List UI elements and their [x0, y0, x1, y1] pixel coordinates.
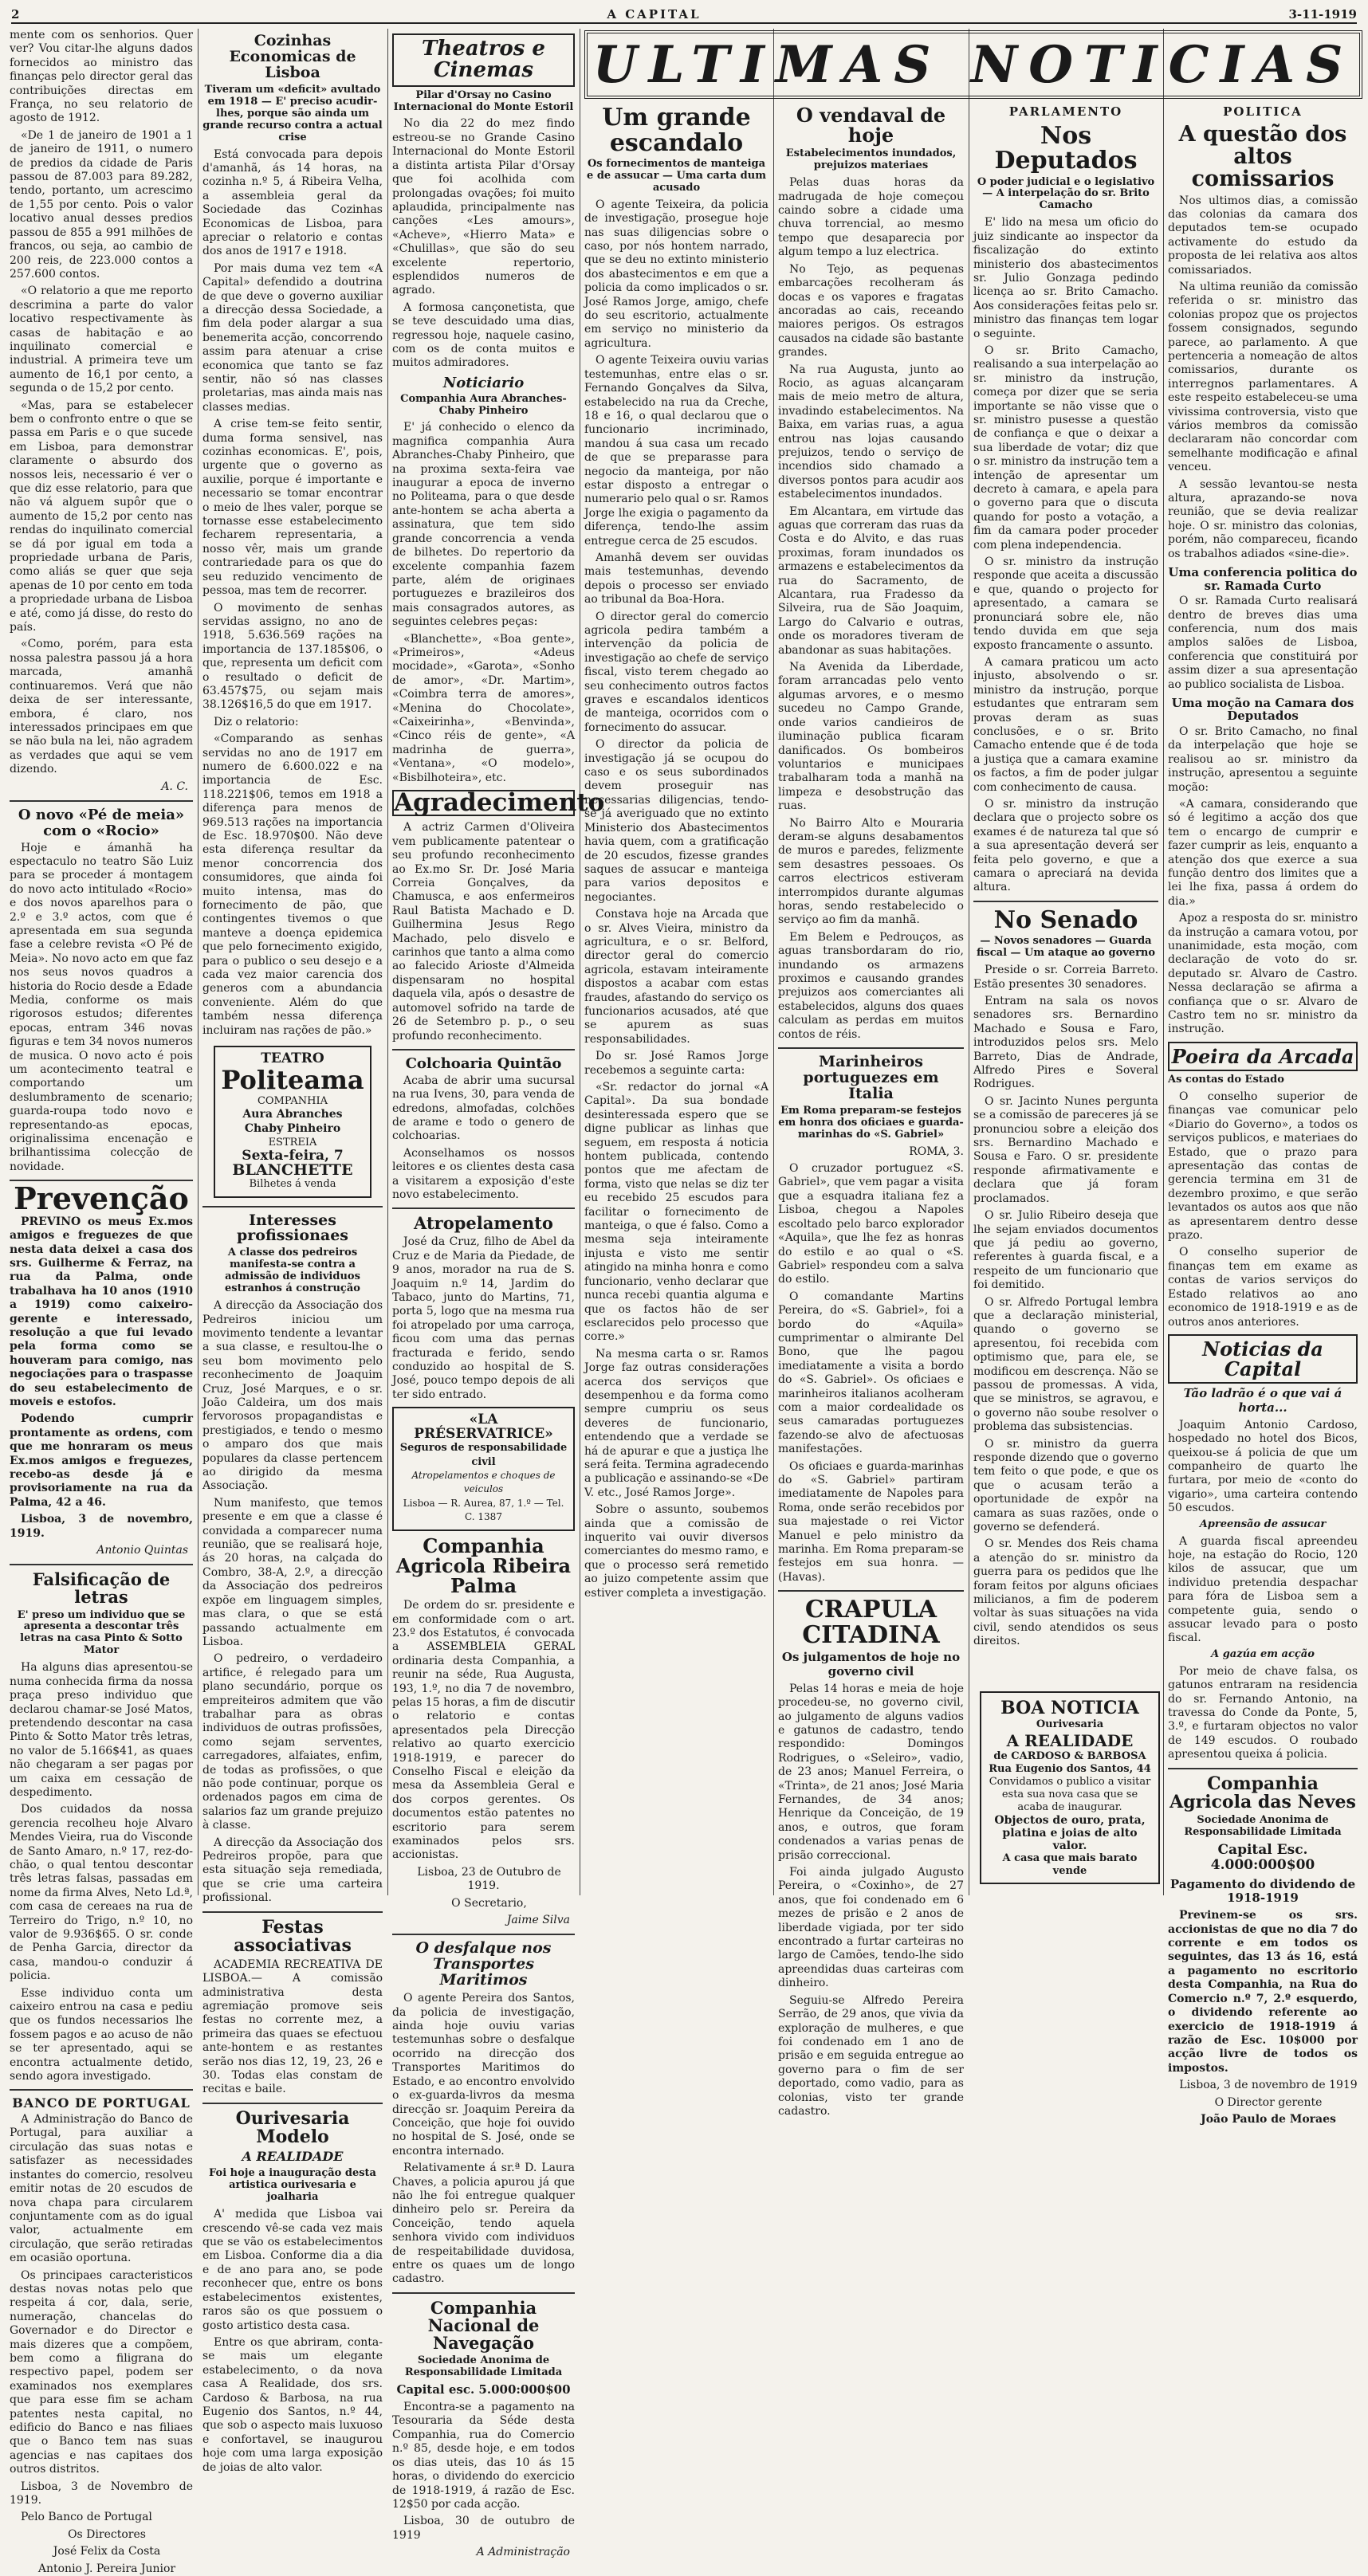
- paragraph: Na rua Augusta, junto ao Rocio, as aguas alcançaram mais de meio metro de altura, invadindo estabelecimentos. Na Baixa, em varias ruas, a agua entrou nas lojas causando prejuizos, tendo o serviço de incendios sido chamado a diversos pontos para acudir aos estabelecimentos inundados.: [778, 363, 964, 501]
- headline-falsificacao: Falsificação de letras: [32, 1569, 171, 1608]
- paragraph: O director da policia de investigação já se ocupou do caso e os seus subordinados devem proseguir nas necessarias diligencias, tendo-se já averiguado que no extinto Ministerio dos Abastecimentos havia quem, com a gratificação de 20 escudos, fizesse grandes saques de assucar e manteiga para varios depositos e negociantes.: [584, 738, 769, 904]
- paragraph: Do sr. José Ramos Jorge recebemos a seguinte carta:: [584, 1050, 769, 1077]
- paragraph: A direcção da Associação dos Pedreiros propõe, para que esta situação seja remediada, que se crie uma carteira profissional.: [202, 1836, 383, 1905]
- ad-line: ESTREIA: [268, 1136, 317, 1149]
- subheadline: Foi hoje a inauguração desta artistica ourivesaria e joalharia: [209, 2167, 376, 2204]
- subheadline: Pilar d'Orsay no Casino Internacional do Monte Estoril: [393, 88, 574, 113]
- ad-line: Aura Abranches: [242, 1108, 343, 1121]
- paragraph: O pedreiro, o verdadeiro artifice, é relegado para um plano secundário, porque os empreiteiros admitem que vão trabalhar para as obras individuos de outras profissões, como sejam serventes, carregadores, alfaiates, enfim, de todas as profissões, o que não pode continuar, porque os ordenados pagos em cima de salarios faz um grande prejuizo à classe.: [202, 1652, 383, 1832]
- subheadline: — Novos senadores — Guarda fiscal — Um ataque ao governo: [976, 935, 1156, 960]
- ad-text: Os principaes caracteristicos destas novas notas pelo que respeita á cor, dala, serie, numeração, chancelas do Governador e do Director e mais dizeres que a compõem, bem como a filigrana do respectivo papel, podem ser examinados nos exemplares que para esse fim se acham patentes nesta capital, no edificio do Banco e nas filiaes que o Banco tem nas suas agencias e nas capitaes dos outros distritos.: [10, 2268, 193, 2476]
- page-number: 2: [11, 7, 20, 22]
- paragraph: Relativamente á sr.ª D. Laura Chaves, a policia apurou já que não lhe foi entregue qualquer dinheiro pelo sr. Pereira da Conceição, tendo aquela senhora vivido com individuos de respeitabilidade duvidosa, entre os quaes um de longo cadastro.: [392, 2162, 575, 2286]
- ad-line: Sexta-feira, 7: [242, 1148, 344, 1164]
- ad-text: PREVINO os meus Ex.mos amigos e freguezes de que nesta data deixei a casa dos srs. Guilherme & Ferraz, na rua da Palma, onde trabalhava ha 10 anos (1910 a 1919) como caixeiro-gerente e interessado, resolução a que fui levado pela forma como se houveram para comigo, nas negociações para o traspasse do seu estabelecimento de moveis e estofos.: [10, 1215, 193, 1408]
- paragraph: «Mas, para se estabelecer bem o confronto entre o que se passa em Paris e o que sucede em Lisboa, para demonstrar claramente o absurdo dos nossos leis, necessario é ver o que diz esse relatorio, para que não vá alguem supôr que o aumento de 15,2 por cento nas rendas do inquilinato comercial se dá por igual em toda a propriedade urbana de Paris, como aliás se quer que seja apenas de 10 por cento em toda a propriedade urbana de Lisboa e até, como já disse, do resto do país.: [10, 399, 193, 634]
- headline-cia-agricola: Companhia Agricola Ribeira Palma: [395, 1533, 572, 1597]
- ad-name: José Felix da Costa: [53, 2545, 161, 2558]
- column-7: [1168, 100, 1358, 2126]
- paragraph: O sr. ministro da guerra responde dizendo que o governo tem feito o que pode, e que os que o acusam terão a oportunidade de expôr na camara as suas razões, onde o governo se defenderá.: [973, 1437, 1158, 1534]
- paragraph: O sr. Brito Camacho, no final da interpelação que hoje se realisou ao sr. ministro da instrução, apresentou a seguinte moção:: [1168, 724, 1358, 794]
- headline-politica: POLITICA: [1223, 104, 1303, 119]
- paragraph: Apoz a resposta do sr. ministro da instrução a camara votou, por unanimidade, esta moção, com declaração de voto do sr. deputado sr. Alvaro de Castro. Nessa declaração se afirma a confiança que o sr. Alvaro de Castro tem no sr. ministro da instrução.: [1168, 912, 1358, 1036]
- paragraph: O sr. Alfredo Portugal lembra que a declaração ministerial, quando o governo se apresentou, foi recebida com optimismo que, para ele, se modificou em descrença. Não se passou de promessas. A vida, que se ministros, se agravou, e o governo não soube resolver o problema das subsistencias.: [973, 1295, 1158, 1434]
- subheadline: Pagamento do dividendo de 1918-1919: [1169, 1876, 1356, 1905]
- ad-line: Lisboa — R. Aurea, 87, 1.º — Tel. C. 1387: [403, 1497, 564, 1523]
- ad-date: Lisboa, 23 de Outubro de 1919.: [417, 1865, 561, 1893]
- subheadline: O poder judicial e o legislativo — A interpelação do sr. Brito Camacho: [977, 175, 1155, 212]
- paragraph: Dos cuidados da nossa gerencia recolheu hoje Alvaro Mendes Vieira, rua do Visconde de Santo Amaro, n.º 17, rez-do-chão, o qual tentou descontar três letras falsas, passadas em nome da firma Alves, Neto Ld.ª, com casa de cereaes na rua de Terreiro do Trigo, n.º 10, no valor de 9.936$65. O sr. conde de Penha Garcia, director da casa, mandou-o conduzir á policia.: [10, 1803, 193, 1983]
- paragraph: A crise tem-se feito sentir, duma forma sensivel, nas cozinhas economicas. E', pois, urgente que o governo as auxilie, porque é importante e necessario se tomar encontrar o meio de lhes valer, porque se tornasse esse estabelecimento fecharem representaria, a nosso vêr, mais um grande contrariedade para os que do seu reduzido vencimento de pessoa, mas tem de recorrer.: [202, 418, 383, 598]
- paragraph: No dia 22 do mez findo estreou-se no Grande Casino Internacional do Monte Estoril a distinta artista Pilar d'Orsay que foi acolhida com prolongadas ovações; foi muito aplaudida, principalmente nas canções «Les amours», «Acheve», «Hierro Mata» e «Chulillas», que são do seu excelente repertorio, esplendidos numeros de agrado.: [392, 117, 575, 297]
- paragraph: Hoje e ámanhã ha espectaculo no teatro São Luiz para se proceder á montagem do novo acto intitulado «Rocio» e dos novos aparelhos para o 2.º e 3.º actos, com que é apresentada em sua segunda fase a celebre revista «O Pé de Meia». No novo acto em que faz nos seus novos quadros a historia do Rocio desde a Edade Media, conforme os mais rigorosos estudos; diferentes epocas, entram 346 novas figuras e tem 34 novos numeros de musica. O novo acto é pois um acontecimento teatral e comportando um deslumbramento de scenario; guarda-roupa todo novo e representando-as epocas, originalissima encenação e brilhantissima colecção de novidade.: [10, 841, 193, 1173]
- subheadline: Sociedade Anonima de Responsabilidade Limitada: [404, 2354, 563, 2378]
- ad-line: Atropelamentos e choques de veiculos: [411, 1469, 556, 1495]
- capital-line: Capital esc. 5.000:000$00: [396, 2382, 571, 2397]
- ad-line: Convidamos o publico a visitar esta sua nova casa que se acaba de inaugurar.: [989, 1776, 1151, 1813]
- headline-noticiario: Noticiario: [442, 374, 525, 391]
- column-6: [973, 100, 1158, 1895]
- headline-poeira: Poeira da Arcada: [1168, 1042, 1358, 1071]
- ad-line: Chaby Pinheiro: [244, 1121, 341, 1135]
- ad-line: A REALIDADE: [1006, 1731, 1134, 1750]
- ad-boa-noticia: [980, 1691, 1160, 1884]
- paragraph: O cruzador portuguez «S. Gabriel», que vem pagar a visita que a esquadra italiana fez a Lisboa, chegou a Napoles escoltado pelo barco explorador «Aquila», que lhe fez as honras do estilo e ao qual o «S. Gabriel» respondeu com a salva do estilo.: [778, 1162, 964, 1286]
- paragraph: Encontra-se a pagamento na Tesouraria da Séde desta Companhia, rua do Comercio n.º 85, desde hoje, e em todos os dias uteis, das 10 ás 15 horas, o dividendo do exercicio de 1918-1919, á razão de Esc. 12$50 por cada acção.: [392, 2401, 575, 2511]
- paragraph: Na ultima reunião da comissão referida o sr. ministro das colonias propoz que os projectos fossem consignados, segundo parece, ao parlamento. A que pertenceria a nomeação de altos comissarios, durante os interregnos parlamentares. A este respeito estabeleceu-se uma vivissima controversia, visto que vários membros da comissão declararam não concordar com semelhante modificação e afinal venceu.: [1168, 280, 1358, 474]
- subheadline: As contas do Estado: [1168, 1074, 1284, 1086]
- headline-cozinhas: Cozinhas Economicas de Lisboa: [229, 32, 356, 81]
- ad-agradecimento: Agradecimento: [394, 788, 605, 818]
- headline-deputados: Nos Deputados: [994, 121, 1138, 175]
- subheadline: Tão ladrão é o que vai á horta...: [1183, 1386, 1342, 1415]
- paragraph: No Bairro Alto e Mouraria deram-se alguns desabamentos de muros e paredes, felizmente sem desastres pessoaes. Os carros electricos estiveram interrompidos durante algumas horas, sendo restabelecido o serviço ao fim da manhã.: [778, 816, 964, 927]
- headline-senado: No Senado: [993, 905, 1138, 934]
- paragraph: Constava hoje na Arcada que o sr. Alves Vieira, ministro da agricultura, e o sr. Belford, director geral do comercio agricola, estavam inteiramente dispostos a acabar com estas fraudes, afastando do serviço os funcionarios acusados, até que se apurem as suas responsabilidades.: [584, 908, 769, 1046]
- paragraph: «Comparando as senhas servidas no ano de 1917 em numero de 6.600.022 e na importancia de Esc. 118.221$06, temos em 1918 a diferença para menos de 969.513 rações na importancia de Esc. 18.970$00. Não deve esta diferença resultar da menor concorrencia dos consumidores, que ainda foi muito intensa, mas do fornecimento de pão, que contingentes tivemos o que manteve a doença epidemica que pelo fornecimento exigido, para o publico o seu desejo e a cada vez maior carencia dos generos com a abundancia conveniente. Além do que também nessa diferença incluiram nas rações de pão.»: [202, 732, 383, 1037]
- subheadline: A REALIDADE: [242, 2149, 344, 2165]
- ad-line: Bilhetes á venda: [249, 1178, 336, 1191]
- paragraph: O sr. ministro da instrução responde que aceita a discussão e que, quando o projecto for apresentado, a camara se pronunciará sobre ele, não tendo duvida em que seja exposto francamente o assunto.: [973, 556, 1158, 652]
- paragraph: Foi ainda julgado Augusto Pereira, o «Coxinho», de 27 anos, que foi condenado em 6 mezes de prisão e 2 anos de liberdade vigiada, por ter sido encontrado a furtar carteiras no largo de Camões, tendo-lhe sido apreendidas duas carteiras com dinheiro.: [778, 1866, 964, 1990]
- subheadline: Em Roma preparam-se festejos em honra dos oficiaes e guarda-marinhas do «S. Gabriel»: [778, 1104, 964, 1141]
- paragraph: O sr. Ramada Curto realisará dentro de breves dias uma conferencia, num dos mais amplos salões de Lisboa, conferencia que constituirá por assim dizer a sua apresentação ao publico socialista de Lisboa.: [1168, 595, 1358, 691]
- paragraph: O conselho superior de finanças tem em exame as contas de varios serviços do Estado relativos ao ano economico de 1918-1919 e as de outros anos anteriores.: [1168, 1246, 1358, 1329]
- subheadline: Os fornecimentos de manteiga e de assucar — Uma carta dum acusado: [587, 158, 766, 194]
- headline-atropelamento: Atropelamento: [414, 1213, 553, 1234]
- subheadline: E' preso um individuo que se apresenta a descontar três letras na casa Pinto & Sotto Mator: [17, 1608, 186, 1657]
- paragraph: O sr. Mendes dos Reis chama a atenção do sr. ministro da guerra para os pedidos que lhe foram feitos por alguns oficiaes milicianos, a fim de poderem voltar às suas situações na vida civil, sendo atendidos os seus direitos.: [973, 1537, 1158, 1648]
- ad-line: Rua Eugenio dos Santos, 44: [989, 1763, 1151, 1775]
- headline-ourivesaria: Ourivesaria Modelo: [235, 2107, 350, 2147]
- headline-teatros: Theatros e Cinemas: [392, 33, 575, 87]
- paragraph: Os oficiaes e guarda-marinhas do «S. Gabriel» partiram imediatamente de Napoles para Roma, onde serão recebidos por sua majestade o rei Victor Manuel e pelo ministro da marinha. Em Roma preparam-se festejos em sua honra. — (Havas).: [778, 1459, 964, 1584]
- ad-by: Pelo Banco de Portugal: [21, 2511, 152, 2524]
- headline-cia-navegacao: Companhia Nacional de Navegação: [427, 2297, 540, 2353]
- paragraph: A camara praticou um acto injusto, absolvendo o sr. ministro da instrução, porque estudantes que entraram sem provas deram as suas conclusões, e o sr. Brito Camacho entende que é de toda a justiça que a camara examine os factos, a fim de poder julgar com conhecimento de causa.: [973, 655, 1158, 794]
- ad-signature: João Paulo de Moraes: [1201, 2112, 1336, 2126]
- subheadline: Os julgamentos de hoje no governo civil: [781, 1650, 961, 1679]
- paragraph: Entre os que abriram, conta-se mais um elegante estabelecimento, o da nova casa A Realidade, dos srs. Cardoso & Barbosa, na rua Eugenio dos Santos, n.º 44, que sob o aspecto mais luxuoso e confortavel, se inaugurou hoje com uma larga exposição de joias de alto valor.: [202, 2335, 383, 2474]
- paragraph: A sessão levantou-se nesta altura, aprazando-se nova reunião, que se devia realizar hoje. O sr. ministro das colonias, porém, não compareceu, ficando os trabalhos adiados «sine-die».: [1168, 477, 1358, 560]
- headline-vendaval: O vendaval de hoje: [796, 104, 946, 147]
- column-1: [10, 29, 193, 2575]
- paragraph: Pelas 14 horas e meia de hoje procedeu-se, no governo civil, ao julgamento de alguns vadios e gatunos de cadastro, tendo respondido: Domingos Rodrigues, o «Seleiro», vadio, de 23 anos; Manuel Ferreira, o «Trinta», de 21 anos; José Maria Fernandes, de 34 anos; Henrique da Conceição, de 19 anos, e outros, que foram condenados a varias penas de prisão correccional.: [778, 1682, 964, 1862]
- paragraph: No Tejo, as pequenas embarcações recolheram ás docas e os vapores e fragatas ancoradas ao cais, receando maiores perigos. Os estragos causados na cidade são bastante grandes.: [778, 262, 964, 359]
- page-header: [11, 6, 1357, 24]
- article-continuation: mente com os senhorios. Quer ver? Vou citar-lhe alguns dados fornecidos ao ministro das finanças pelo director geral das contribuições directas em França, no seu relatorio de agosto de 1912.: [10, 29, 193, 125]
- ad-line: de CARDOSO & BARBOSA: [993, 1750, 1146, 1762]
- paragraph: O comandante Martins Pereira, do «S. Gabriel», foi a bordo do «Aquila» cumprimentar o almirante Del Bono, que lhe pagou imediatamente a visita a bordo do «S. Gabriel». Os oficiaes e marinheiros italianos acolheram com a maior cordealidade os seus camaradas portuguezes fazendo-se alvo de afectuosas manifestações.: [778, 1290, 964, 1456]
- paragraph: A formosa cançonetista, que se teve descuidado uma dias, regressou hoje, naquele casino, com os de conta muitos e muitos admiradores.: [392, 300, 575, 370]
- ad-prevencao-title: Prevenção: [14, 1180, 189, 1217]
- paragraph: O agente Pereira dos Santos, da policia de investigação, ainda hoje ouviu varias testemunhas sobre o desfalque ocorrido na direcção dos Transportes Maritimos do Estado, e ao encontro envolvido o ex-guarda-livros da mesma direcção sr. Joaquim Pereira da Conceição, que hoje foi ouvido no hospital de S. José, onde se encontra internado.: [392, 1992, 575, 2158]
- headline-escandalo: Um grande escandalo: [602, 104, 751, 157]
- ad-politeama: [214, 1046, 371, 1197]
- paragraph: José da Cruz, filho de Abel da Cruz e de Maria da Piedade, de 9 anos, morador na rua de S. Joaquim n.º 14, Jardim do Tabaco, junto do Martins, 71, porta 5, logo que na mesma rua foi atropelado por uma carroça, ficou com uma das pernas fracturada e ferido, sendo conduzido ao hospital de S. José, pouco tempo depois de ali ter sido entrado.: [392, 1235, 575, 1401]
- paragraph: «O relatorio a que me reporto descrimina a parte do valor locativo respectivamente às casas de habitação e ao inquilinato comercial e industrial. A primeira teve um aumento de 16,1 por cento, a segunda o de 15,2 por cento.: [10, 285, 193, 395]
- ad-line: BOA NOTICIA: [1000, 1698, 1139, 1718]
- column-5: [778, 100, 964, 2118]
- subheadline: Estabelecimentos inundados, prejuizos materiaes: [785, 147, 957, 172]
- ad-line: Objectos de ouro, prata, platina e joias de alto valor.: [994, 1814, 1146, 1852]
- paragraph: Na Avenida da Liberdade, foram arrancadas pelo vento algumas arvores, e o mesmo sucedeu no Campo Grande, onde varios candieiros de iluminação publica ficaram danificados. Os bombeiros voluntarios e municipaes trabalharam toda a manhã na limpeza e desobstrução das ruas.: [778, 661, 964, 813]
- paragraph: De ordem do sr. presidente e em conformidade com o art. 23.º dos Estatutos, é convocada a ASSEMBLEIA GERAL ordinaria desta Companhia, a reunir na séde, Rua Augusta, 193, 1.º, no dia 7 de novembro, pelas 15 horas, a fim de discutir o relatorio e contas apresentados pela Direcção relativo ao quarto exercicio 1918-1919, e parecer do Conselho Fiscal e eleição da mesa da Assembleia Geral e dos corpos gerentes. Os documentos estão patentes no escritorio para serem examinados pelos srs. accionistas.: [392, 1599, 575, 1862]
- paragraph: E' já conhecido o elenco da magnifica companhia Aura Abranches-Chaby Pinheiro, que na proxima sexta-feira vae inaugurar a epoca de inverno no Politeama, para o que desde ante-hontem se acha aberta a assinatura, que tem sido grande concorrencia a venda de bilhetes. Do repertorio da excelente companhia fazem parte, além de originaes portuguezes e brazileiros dos mais consagrados autores, as seguintes celebres peças:: [392, 421, 575, 629]
- headline-desfalque: O desfalque nos Transportes Maritimos: [415, 1939, 552, 1989]
- ad-signature: Antonio Quintas: [96, 1544, 188, 1557]
- ad-banco-title: BANCO DE PORTUGAL: [12, 2095, 191, 2111]
- paragraph: O conselho superior de finanças vae comunicar pelo «Diario do Governo», a todos os serviços publicos, e materiaes do Estado, que o prazo para apresentação das contas de gerencia termina em 31 de dezembro proximo, e que serão levantados os autos aos que não as apresentarem dentro desse prazo.: [1168, 1090, 1358, 1243]
- paragraph: Previnem-se os srs. accionistas de que no dia 7 do corrente e em todos os seguintes, das 13 ás 16, está a pagamento no escritorio desta Companhia, na Rua do Comercio n.º 7, 2.º esquerdo, o dividendo referente ao exercicio de 1918-1919 á razão de Esc. 10$000 por acção livre de todos os impostos.: [1168, 1909, 1358, 2075]
- paragraph: A actriz Carmen d'Oliveira vem publicamente patentear o seu profundo reconhecimento ao Ex.mo Sr. Dr. José Maria Correia Gonçalves, da Chamusca, e aos enfermeiros Raul Batista Machado e D. Guilhermina Jesus Rego Machado, pelo disvelo e carinhos que tanto a alma como ao falecido Arioste d'Almeida dispensaram no hospital daquela vila, após o desastre de automovel sofrido na tarde de 26 de Setembro p. p., o seu profundo reconhecimento.: [392, 821, 575, 1043]
- paragraph: Na mesma carta o sr. Ramos Jorge faz outras considerações acerca dos serviços que desempenhou e da forma como sempre cumpriu os seus deveres de funcionario, entendendo que a verdade se há de apurar e que a justiça lhe será feita. Termina agradecendo a publicação e assinando-se «De V. etc., José Ramos Jorge».: [584, 1347, 769, 1499]
- ad-date: Lisboa, 3 de novembro, 1919.: [10, 1513, 193, 1540]
- paragraph: A direcção da Associação dos Pedreiros iniciou um movimento tendente a levantar a sua classe, e resultou-lhe o seu bom movimento pelo reconhecimento de Joaquim Cruz, José Marques, e o sr. João Caldeira, um dos mais fervorosos propagandistas e prestigiados, e tendo o mesmo o amparo dos que mais populares da classe pertencem ao dirigido da mesma Associação.: [202, 1299, 383, 1493]
- paragraph: Aconselhamos os nossos leitores e os clientes desta casa a visitarem a exposição d'este novo estabelecimento.: [392, 1146, 575, 1201]
- paragraph: Seguiu-se Alfredo Pereira Serrão, de 29 anos, que vivia da exploração de mulheres, e que foi condenado em 1 ano de prisão e em seguida entregue ao governo para o fim de ser deportado, como vadio, para as colonias, visto ter grande cadastro.: [778, 1993, 964, 2118]
- paragraph: Por mais duma vez tem «A Capital» defendido a doutrina de que deve o governo auxiliar a direcção dessa Sociedade, a fim dela poder alargar a sua benemerita acção, concorrendo assim para atenuar a crise economica que tanto se faz sentir, não só nas classes proletarias, mas ainda mais nas classes medias.: [202, 261, 383, 414]
- paragraph: Num manifesto, que temos presente e em que a classe é convidada a comparecer numa reunião, que se realisará hoje, ás 20 horas, na calçada do Combro, 38-A, 2.º, a direcção da Associação dos pedreiros expõe em linguagem simples, mas clara, o que se está passando actualmente em Lisboa.: [202, 1496, 383, 1648]
- headline-pe-de-meia: O novo «Pé de meia» com o «Rocio»: [18, 806, 185, 839]
- paragraph: Acaba de abrir uma sucursal na rua Ivens, 30, para venda de edredons, almofadas, colchões de arame e todo o genero de colchoarias.: [392, 1074, 575, 1143]
- ultimas-noticias-banner: ULTIMAS NOTICIAS: [584, 30, 1362, 99]
- paragraph: Joaquim Antonio Cardoso, hospedado no hotel dos Bicos, queixou-se á policia de que um companheiro de quarto lhe furtara, por meio de «conto do vigario», uma carteira contendo 50 escudos.: [1168, 1418, 1358, 1515]
- headline-noticias: Noticias da Capital: [1168, 1334, 1358, 1384]
- ad-line: Ourivesaria: [1036, 1718, 1104, 1730]
- paragraph: Em Belem e Pedrouços, as aguas transbordaram do rio, inundando os armazens proximos e causando grandes prejuizos aos comerciantes ali estabelecidos, alguns dos quaes calculam as perdas em muitos contos de réis.: [778, 930, 964, 1041]
- ad-date: Lisboa, 3 de novembro de 1919: [1179, 2079, 1358, 2092]
- paragraph: Pelas duas horas da madrugada de hoje começou caindo sobre a cidade uma chuva torrencial, ao mesmo tempo que desaparecia por algum tempo a luz electrica.: [778, 176, 964, 259]
- ad-date: Lisboa, 30 de outubro de 1919: [392, 2515, 575, 2542]
- subheadline: A classe dos pedreiros manifesta-se contra a admissão de individuos estranhos á construção: [225, 1247, 360, 1295]
- headline-interesses: Interesses profissionaes: [237, 1211, 348, 1245]
- paragraph: Por meio de chave falsa, os gatunos entraram na residencia do sr. Fernando Antonio, na travessa do Conde da Ponte, 5, 3.º, e furtaram objectos no valor de 149 escudos. O roubado apresentou queixa á policia.: [1168, 1664, 1358, 1761]
- paragraph: Amanhã devem ser ouvidas mais testemunhas, devendo depois o processo ser enviado ao tribunal da Boa-Hora.: [584, 551, 769, 607]
- column-3: [392, 29, 605, 2559]
- subheadline: Apreensão de assucar: [1199, 1518, 1327, 1530]
- paragraph: O agente Teixeira ouviu varias testemunhas, entre elas o sr. Fernando Gonçalves da Silva, estabelecido na rua da Creche, 18 e 16, o qual declarou que o funcionario incriminado, mandou á sua casa um recado de que se preparasse para negocio da manteiga, por não estar disposto a entregar o numerario pelo qual o sr. Ramos Jorge lhe exigia o pagamento da diferença, tendo-lhe assim entregue cerca de 25 escudos.: [584, 354, 769, 548]
- ad-line: BLANCHETTE: [232, 1160, 353, 1179]
- paragraph: O sr. Brito Camacho, realisando a sua interpelação ao sr. ministro da instrução, começa por dizer que se seria importante se não visse que o sr. ministro pusesse a questão de confiança e que o deixar a sua liberdade de votar; diz que o sr. ministro da instrução tem a intenção de apresentar um decreto à camara, e apela para o governo para que o discuta quando for posto a votação, a fim da camara poder proceder com plena independencia.: [973, 344, 1158, 552]
- ad-by: O Director gerente: [1214, 2095, 1323, 2109]
- ad-line: Politeama: [221, 1064, 364, 1095]
- paragraph: Ha alguns dias apresentou-se numa conhecida firma da nossa praça preso individuo que declarou chamar-se José Matos, pretendendo descontar na casa Pinto & Sotto Mator três letras, no valor de 5.166$41, as quaes não chegaram a ser pagas por um caixa em cessação de despedimento.: [10, 1661, 193, 1799]
- paragraph: A' medida que Lisboa vai crescendo vê-se cada vez mais que se vão os estabelecimentos em Lisboa. Conforme dia a dia e de ano para ano, se pode reconhecer que, entre os bons estabelecimentos existentes, raros são os que possuem o gosto artistico desta casa.: [202, 2208, 383, 2332]
- paragraph: ACADEMIA RECREATIVA DE LISBOA.— A comissão administrativa desta agremiação promove seis festas no corrente mez, a primeira das quaes se efectuou ante-hontem e as restantes serão nos dias 12, 19, 23, 26 e 30. Todas elas constam de recitas e baile.: [202, 1958, 383, 2096]
- paragraph: Nos ultimos dias, a comissão das colonias da camara dos deputados tem-se ocupado activamente do estudo da proposta de lei relativa aos altos comissariados.: [1168, 194, 1358, 277]
- headline-marinheiros: Marinheiros portuguezes em Italia: [803, 1053, 939, 1102]
- subheadline: A gazúa em acção: [1211, 1647, 1315, 1660]
- paragraph: «Como, porém, para esta nossa palestra passou já a hora marcada, amanhã continuaremos. Verá que não deixa de ser interessante, embora, é claro, nos interessados principaes em que se não bula na lei, não agradem as verdades que aqui se vem dizendo.: [10, 638, 193, 776]
- ad-signature: Jaime Silva: [506, 1914, 570, 1927]
- paragraph: O agente Teixeira, da policia de investigação, prosegue hoje nas suas diligencias sobre o caso, por nós hontem narrado, que se deu no extinto ministerio dos abastecimentos e em que a policia da como implicados o sr. José Ramos Jorge, amigo, chefe do seu escritorio, actualmente em serviço no ministerio da agricultura.: [584, 198, 769, 350]
- paragraph: A guarda fiscal apreendeu hoje, na estação do Rocio, 120 kilos de assucar, que um individuo pretendia despachar para fóra de Lisboa sem a competente guia, sendo o assucar levado para o posto fiscal.: [1168, 1534, 1358, 1645]
- column-4: [584, 100, 769, 1895]
- paragraph: «A camara, considerando que só é legitimo a acção dos que tem o encargo de cumprir e fazer cumprir as leis, enquanto a atenção dos que exerce a sua função dentro dos limites que a lei lhe fixa, passa á ordem do dia.»: [1168, 797, 1358, 908]
- paragraph: Entram na sala os novos senadores srs. Bernardino Machado e Sousa e Faro, introduzidos pelos srs. Melo Barreto, Dias de Andrade, Alfredo Pires e Soveral Rodrigues.: [973, 995, 1158, 1091]
- paragraph: Sobre o assunto, soubemos ainda que a comissão de inquerito vai ouvir diversos comerciantes do mesmo ramo, e que o processo será remetido ao juizo competente assim que estiver completa a investigação.: [584, 1503, 769, 1600]
- paragraph: «De 1 de janeiro de 1901 a 1 de janeiro de 1911, o numero de predios da cidade de Paris passou de 87.003 para 89.282, tendo, portanto, um acrescimo de 1,55 por cento. Pois o valor locativo anual desses predios passou de 855 a 991 milhões de francos, ou seja, ao cambio de 200 reis, de 223.000 contos a 257.600 contos.: [10, 128, 193, 281]
- paper-title: A CAPITAL: [607, 7, 702, 22]
- signature: A. C.: [161, 779, 188, 793]
- paragraph: O sr. ministro da instrução declara que o projecto sobre os exames é de natureza tal que só a sua apresentação deverá ser feita pelo governo, e que a camara o apreciará na devida altura.: [973, 797, 1158, 894]
- subheadline: Sociedade Anonima de Responsabilidade Limitada: [1184, 1813, 1342, 1838]
- paragraph: Está convocada para depois d'amanhã, ás 14 horas, na cozinha n.º 5, á Ribeira Velha, a assembleia geral da Sociedade das Cozinhas Economicas de Lisboa, para apreciar o relatorio e contas dos anos de 1917 e 1918.: [202, 147, 383, 258]
- headline-cia-neves: Companhia Agricola das Neves: [1169, 1773, 1356, 1812]
- headline-mocao: Uma moção na Camara dos Deputados: [1171, 695, 1354, 724]
- paragraph: Em Alcantara, em virtude das aguas que correram das ruas da Costa e do Alvito, e das ruas proximas, foram inundados os armazens e estabelecimentos da rua do Sacramento, de Alcantara, rua Fradesso da Silveira, rua de São Joaquim, Largo do Calvario e outras, onde os moradores tiveram de abandonar as suas habitações.: [778, 505, 964, 657]
- paragraph: Preside o sr. Correia Barreto. Estão presentes 30 senadores.: [973, 964, 1158, 991]
- paragraph: Esse individuo conta um caixeiro entrou na casa e pediu que os fundos necessarios lhe fossem pagos e ao acuso de não se ter apresentado, aqui se encontra actualmente detido, sendo agora investigado.: [10, 1986, 193, 2083]
- ad-by: Os Directores: [68, 2527, 146, 2541]
- subheadline: Companhia Aura Abranches-Chaby Pinheiro: [400, 392, 567, 417]
- paragraph: «Blanchette», «Boa gente», «Primeiros», «Adeus mocidade», «Garota», «Sonho de amor», «Dr. Martim», «Coimbra terra de amores», «Menina do Chocolate», «Caixeirinha», «Benvinda», «Cinco réis de gente», «A madrinha de guerra», «Ventana», «O modelo», «Bisbilhoteira», etc.: [392, 632, 575, 784]
- paragraph: O director geral do comercio agricola pedira também a intervenção da policia de investigação ao chefe de serviço fiscal, visto terem chegado ao seu conhecimento outros factos graves e escandalos identicos de manteiga, ocorridos com o fornecimento do assucar.: [584, 610, 769, 734]
- ad-line: Seguros de responsabilidade civil: [399, 1442, 568, 1468]
- paragraph: «Sr. redactor do jornal «A Capital». Da sua bondade desinteressada espero que se digne publicar as linhas que seguem, em resposta á noticia hontem publicada, contendo pontos que me afectam de forma, visto que nelas se diz ter eu recebido 25 escudos para facilitar o fornecimento de manteiga, o que é falso. Como a mesma seja inteiramente injusta e visto me sentir atingido na minha honra e como funcionario, venho declarar que nunca recebi quantia alguma e que os factos hão de ser esclarecidos pelo processo que corre.»: [584, 1081, 769, 1344]
- headline-festas: Festas associativas: [234, 1916, 352, 1956]
- ad-text: Podendo cumprir prontamente as ordens, com que me honraram os meus Ex.mos amigos e freguezes, recebo-as desde já e provisoriamente na rua da Palma, 42 a 46.: [10, 1412, 193, 1509]
- dateline: ROMA, 3.: [909, 1145, 964, 1158]
- subheadline: Tiveram um «deficit» avultado em 1918 — E' preciso acudir-lhes, porque são ainda um grande recurso contra a actual crise: [202, 83, 383, 143]
- ad-date: Lisboa, 3 de Novembro de 1919.: [10, 2480, 193, 2507]
- paragraph: O sr. Julio Ribeiro deseja que lhe sejam enviados documentos que já pediu ao governo, referentes à guarda fiscal, e a respeito de um funcionario que foi demitido.: [973, 1209, 1158, 1292]
- column-2: [202, 29, 383, 2474]
- ad-line: «LA PRÉSERVATRICE»: [414, 1412, 553, 1442]
- headline-colchoaria: Colchoaria Quintão: [405, 1054, 562, 1072]
- ad-preservatrice: [392, 1407, 575, 1530]
- paragraph: O sr. Jacinto Nunes pergunta se a comissão de pareceres já se pronunciou sobre a eleição dos srs. Bernardino Machado e Sousa e Faro. O sr. presidente responde afirmativamente e declara que já foram proclamados.: [973, 1094, 1158, 1205]
- ad-line: A casa que mais barato vende: [1002, 1852, 1138, 1877]
- paragraph: Diz o relatorio:: [214, 715, 299, 728]
- issue-date: 3-11-1919: [1288, 7, 1357, 22]
- ad-by: O Secretario,: [451, 1896, 527, 1910]
- headline-conferencia: Uma conferencia politica do sr. Ramada Curto: [1168, 565, 1358, 593]
- headline-crapula: CRAPULA CITADINA: [802, 1596, 940, 1649]
- ad-signature: A Administração: [476, 2546, 570, 2559]
- paragraph: E' lido na mesa um oficio do juiz sindicante ao inspector da fiscalização do extinto ministerio dos abastecimentos sr. Julio Gonzaga pedindo licença ao sr. Brito Camacho. Aos considerações feitas pelo sr. ministro das finanças tem logar o seguinte.: [973, 216, 1158, 340]
- ad-line: TEATRO: [261, 1050, 324, 1067]
- headline-parlamento: PARLAMENTO: [1008, 104, 1123, 119]
- ad-name: Antonio J. Pereira Junior: [37, 2562, 176, 2575]
- paragraph: O movimento de senhas servidas assigno, no ano de 1918, 5.636.569 rações na importancia de 137.185$06, o que, representa um deficit com o resultado o deficit de 63.457$75, ou sejam mais 38.126$16,5 do que em 1917.: [202, 601, 383, 712]
- headline-comissarios: A questão dos altos comissarios: [1178, 121, 1347, 192]
- capital-line: Capital Esc. 4.000:000$00: [1210, 1841, 1315, 1874]
- ad-text: A Administração do Banco de Portugal, para auxiliar a circulação das suas notas e satisfazer as necessidades instantes do comercio, resolveu emitir notas de 20 escudos de nova chapa para circularem conjuntamente com as do igual valor, actualmente em circulação, que serão retiradas em ocasião oportuna.: [10, 2113, 193, 2265]
- ad-line: COMPANHIA: [257, 1094, 328, 1107]
